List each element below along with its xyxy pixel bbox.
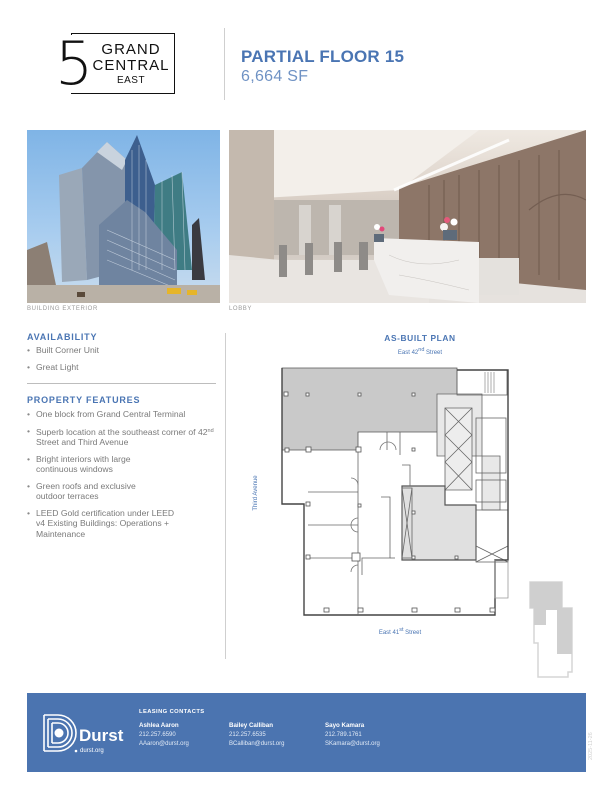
leasing-contacts-heading: LEASING CONTACTS [139,709,205,715]
contact-card [139,721,189,750]
availability-heading: AVAILABILITY [27,332,98,342]
floor-plan [250,360,520,622]
list-item: • Great Light [27,362,222,373]
square-footage: 6,664 SF [241,68,309,85]
logo-wordmark [89,42,173,87]
list-item [27,426,222,448]
features-heading: PROPERTY FEATURES [27,395,141,405]
key-plan [518,580,588,680]
durst-logo [42,711,132,755]
property-features-section [27,395,222,545]
street-label-north [250,347,590,356]
street-label-south [300,627,500,636]
exterior-photo-caption: BUILDING EXTERIOR [27,306,98,312]
logo-numeral: 5 [55,29,94,99]
list-item: • Green roofs and exclusive outdoor terraces [27,481,222,502]
availability-list [27,345,222,372]
contact-phone[interactable]: 212.257.6590 [139,731,176,738]
date-stamp: 2025-11-26 [588,732,594,760]
header-divider [224,28,225,100]
section-divider [27,383,216,384]
contact-email[interactable]: BCalliban@durst.org [229,741,285,747]
svg-text:Durst: Durst [79,726,124,745]
contact-name: Sayo Kamara [325,722,365,729]
building-exterior-photo [27,130,220,303]
building-exterior-illustration [27,130,220,303]
building-logo [55,29,175,99]
logo-line-3: EAST [116,75,146,86]
street-text: East 42 [397,350,419,356]
lobby-photo [229,130,586,303]
street-text: Street [403,630,422,636]
page-title: PARTIAL FLOOR 15 [241,47,405,66]
footer-banner [27,693,586,772]
list-item: • LEED Gold certification under LEED v4 Existing Buildings: Operations + Maintenance [27,508,222,540]
list-item: • One block from Grand Central Terminal [27,409,222,420]
feature-text: Street and Third Avenue [36,437,129,447]
list-item: • Bright interiors with large continuous windows [27,454,222,475]
contact-email[interactable]: AAaron@durst.org [139,741,189,747]
contact-card [325,721,380,750]
ordinal-suffix: nd [207,427,214,434]
contact-phone[interactable]: 212.789.1761 [325,731,362,738]
feature-text: Superb location at the southeast corner of 42 [36,426,208,437]
contact-name: Ashlea Aaron [139,722,179,729]
contact-email[interactable]: SKamara@durst.org [325,741,380,747]
availability-section [27,332,222,378]
ordinal-suffix: nd [418,347,425,353]
contact-card [229,721,284,750]
contact-phone[interactable]: 212.257.6535 [229,731,266,738]
street-text: Street [424,350,443,356]
logo-line-1: GRAND [101,41,161,58]
logo-line-2: CENTRAL [92,57,170,74]
lobby-photo-caption: LOBBY [229,306,253,312]
lobby-illustration [229,130,586,303]
ordinal-suffix: st [399,627,404,633]
column-divider [225,333,226,659]
plan-title: AS-BUILT PLAN [384,333,456,343]
avenue-label-west: Third Avenue [253,475,259,511]
contact-name: Bailey Calliban [229,722,274,729]
list-item: • Built Corner Unit [27,345,222,356]
svg-text:durst.org: durst.org [80,748,104,754]
street-text: East 41 [378,630,400,636]
features-list [27,409,222,539]
